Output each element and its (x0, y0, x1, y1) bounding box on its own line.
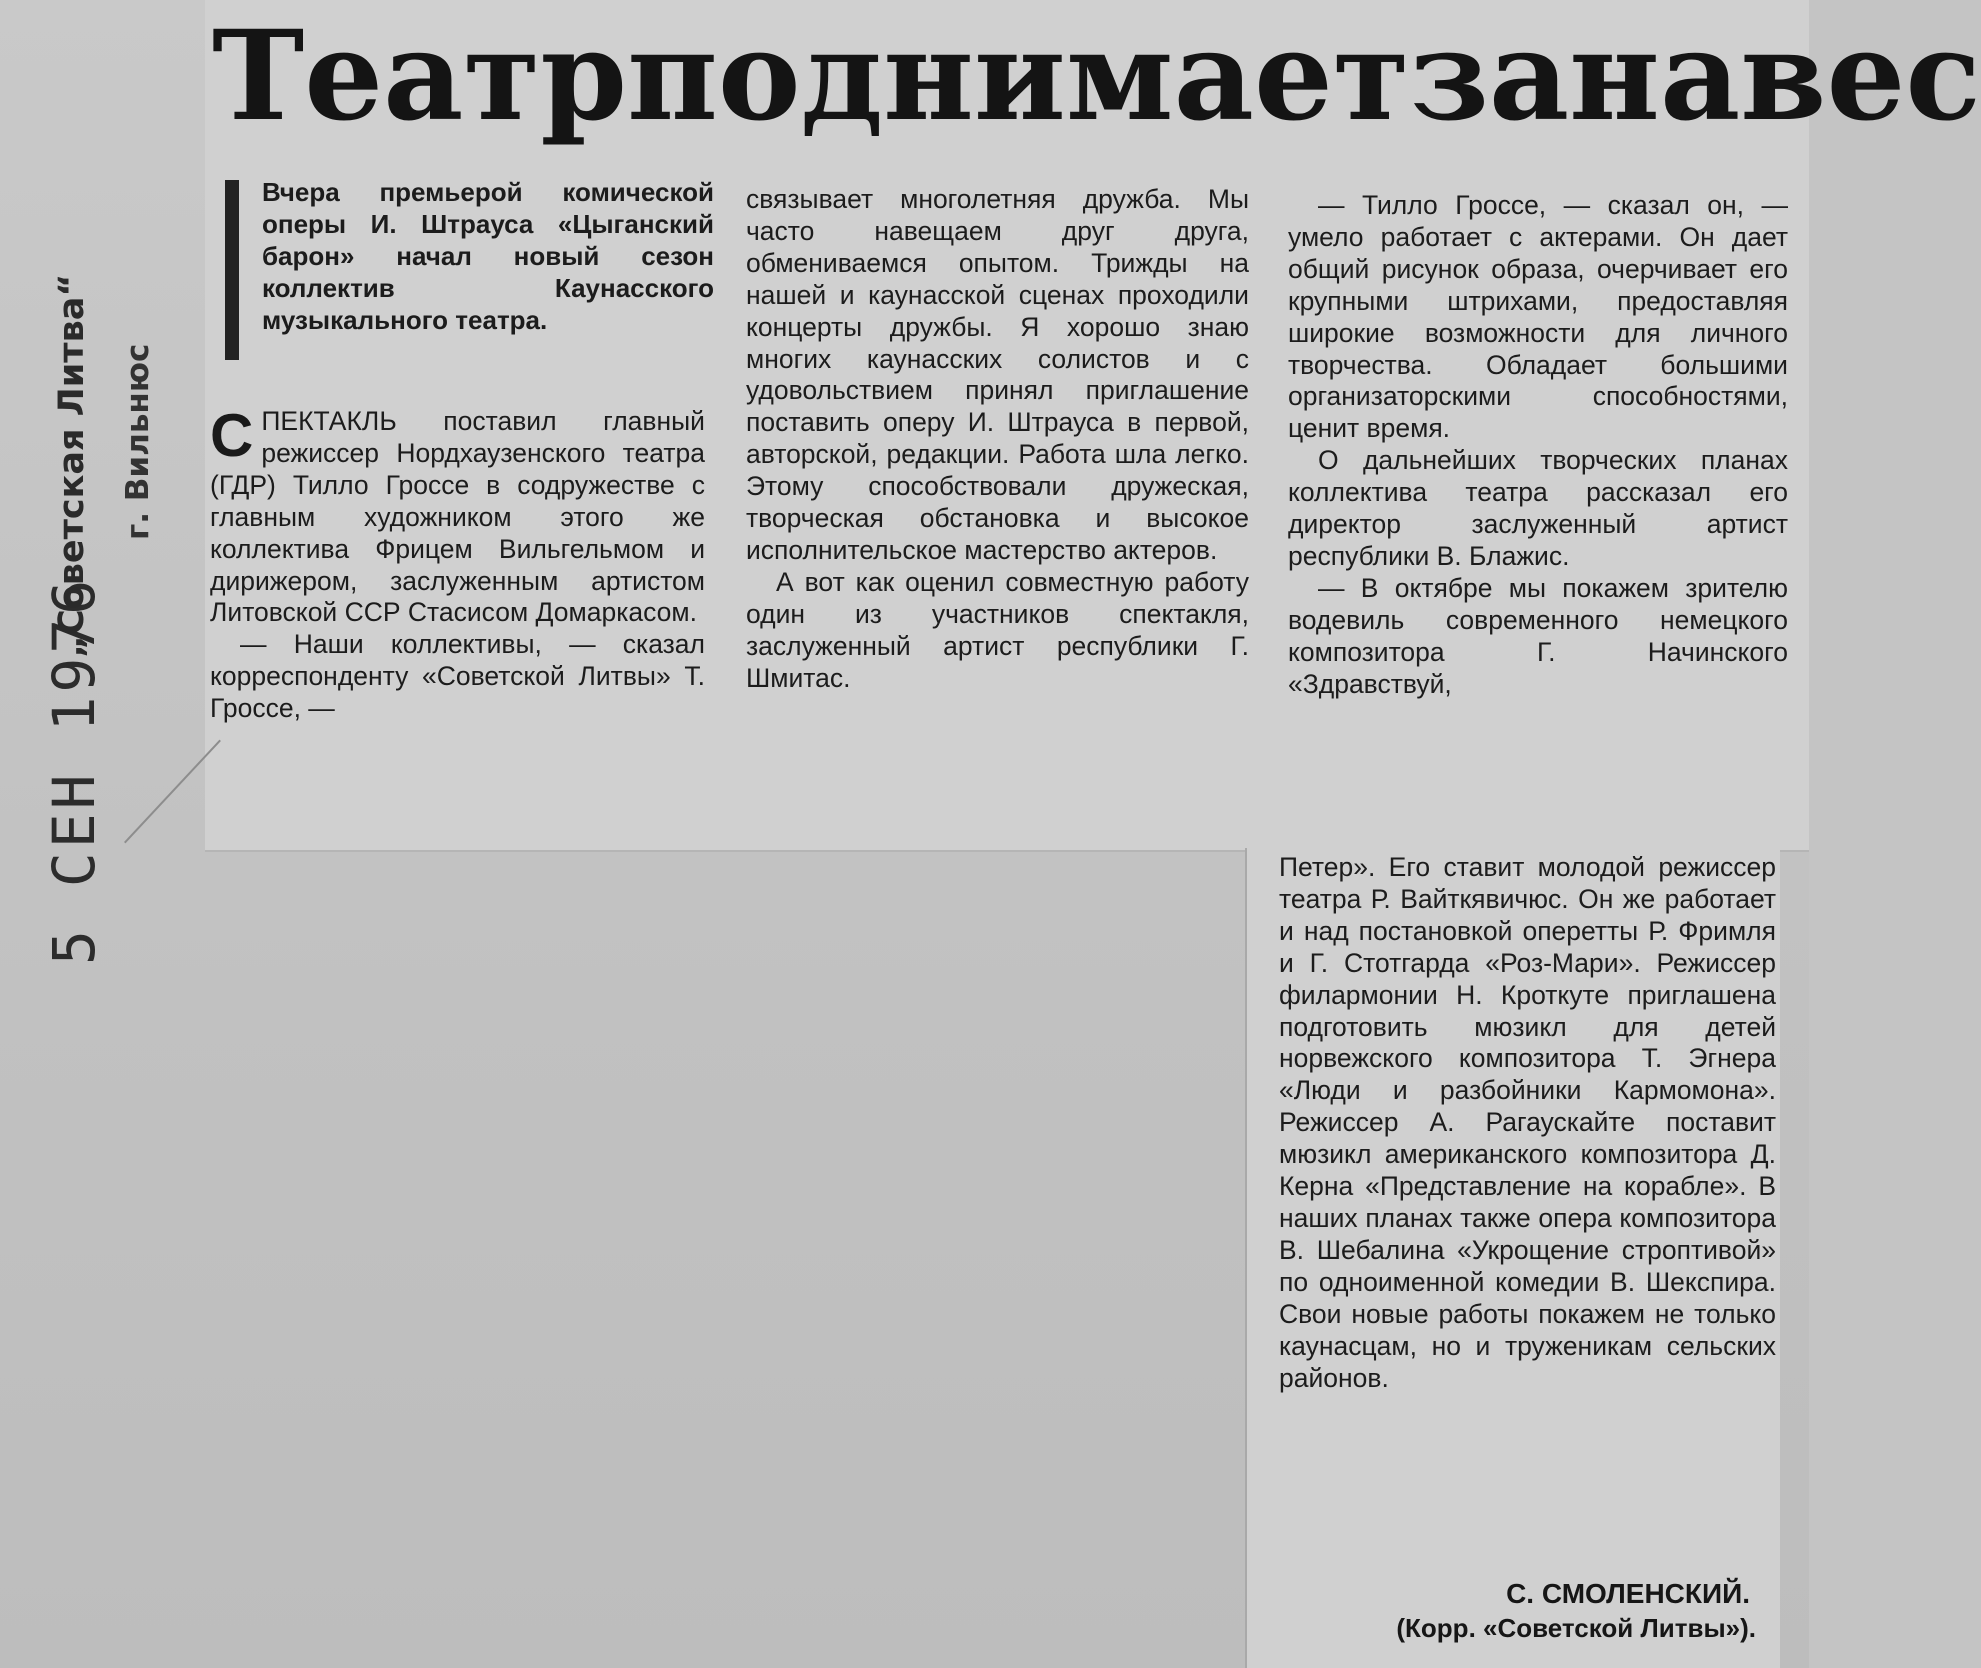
column-4-paragraph-1: Петер». Его ставит молодой режиссер театра Р. Вайткявичюс. Он же работает и над постановкой оперетты Р. Фримля и Г. Стотгарда «Роз-Мари». Режиссер филармонии Н. Кроткуте приглашена подготовить мюзикл для детей норвежского композитора Т. Эгнера «Люди и разбойники Кармомона». Режиссер А. Рагаускайте поставит мюзикл американского композитора Д. Керна «Представление на корабле». В наших планах также опера композитора В. Шебалина «Укрощение строптивой» по одноименной комедии В. Шекспира. Свои новые работы покажем не только каунасцам, но и труженикам сельских районов. (1279, 852, 1776, 1393)
date-stamp: 5 СЕН 1976 (40, 575, 108, 965)
lead-marker-bar (225, 180, 239, 360)
headline-word-3: занавес (1409, 4, 1981, 149)
column-3-paragraph-3: — В октябре мы покажем зрителю водевиль современного немецкого композитора Г. Начинского «Здравствуй, (1288, 572, 1788, 699)
article-column-4 (1279, 852, 1776, 1394)
newspaper-source-note: „Советская Литва“ (52, 273, 92, 658)
article-column-3 (1288, 190, 1788, 701)
lead-paragraph: Вчера премьерой комической оперы И. Штрауса «Цыганский барон» начал новый сезон коллектив Каунасского музыкального театра. (262, 177, 714, 335)
article-column-1 (210, 402, 705, 725)
column-3-paragraph-2: О дальнейших творческих планах коллектива театра рассказал его директор заслуженный артист республики В. Блажис. (1288, 445, 1788, 571)
drop-cap: С (210, 402, 254, 469)
column-2-paragraph-2: А вот как оценил совместную работу один из участников спектакля, заслуженный артист республики Г. Шмитас. (746, 566, 1249, 693)
article-headline (212, 2, 1981, 152)
column-2-paragraph-1: связывает многолетняя дружба. Мы часто навещаем друг друга, обмениваемся опытом. Трижды на нашей и каунасской сценах проходили концерты дружбы. Я хорошо знаю многих каунасских солистов и с удовольствием принял приглашение поставить оперу И. Штрауса в первой, авторской, редакции. Работа шла легко. Этому способствовали дружеская, творческая обстановка и высокое исполнительское мастерство актеров. (746, 184, 1249, 565)
column-1-paragraph-2: — Наши коллективы, — сказал корреспонденту «Советской Литвы» Т. Гроссе, — (210, 629, 705, 724)
column-3-paragraph-1: — Тилло Гроссе, — сказал он, — умело работает с актерами. Он дает общий рисунок образа, очерчивает его крупными штрихами, предоставляя широкие возможности для личного творчества. Обладает большими организаторскими способностями, ценит время. (1288, 190, 1788, 444)
column-1-paragraph-1-text: ПЕКТАКЛЬ поставил главный режиссер Нордхаузенского театра (ГДР) Тилло Гроссе в содружестве с главным художником этого же коллектива Фрицем Вильгельмом и дирижером, заслуженным артистом Литовской ССР Стасисом Домаркасом. (210, 406, 705, 628)
article-lead (262, 176, 714, 336)
headline-word-2: поднимает (627, 4, 1410, 149)
city-note: г. Вильнюс (120, 343, 156, 540)
article-column-2 (746, 184, 1249, 695)
column-1-paragraph-1 (210, 402, 705, 629)
author-affiliation: (Корр. «Советской Литвы»). (1396, 1613, 1756, 1643)
headline-word-1: Театр (212, 4, 628, 149)
author-signature: С. СМОЛЕНСКИЙ. (1506, 1578, 1750, 1609)
